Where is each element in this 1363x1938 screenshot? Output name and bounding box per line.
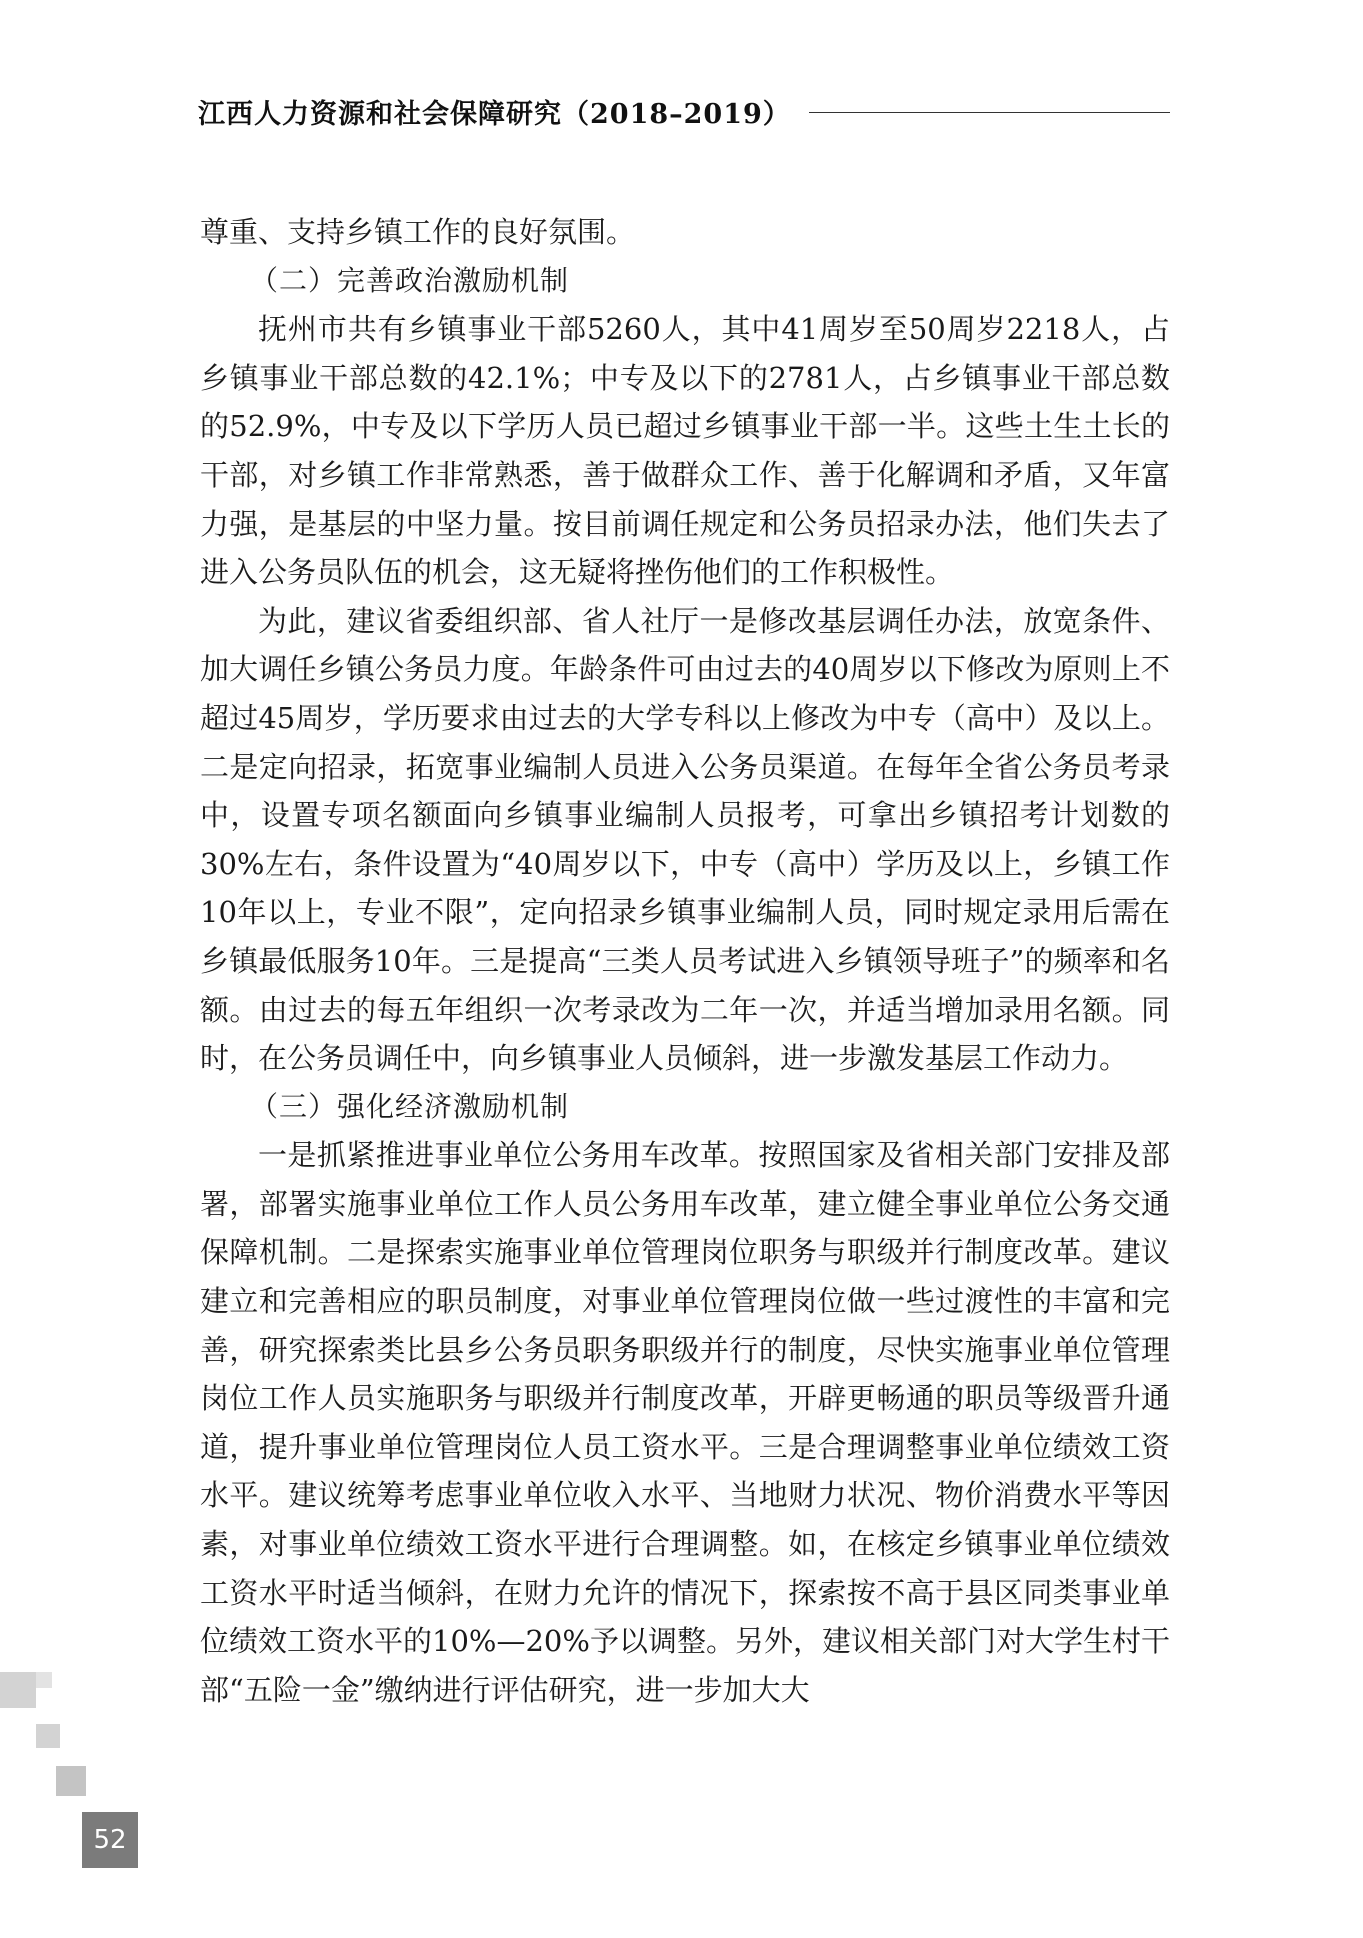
book-title: 江西人力资源和社会保障研究（2018–2019）	[198, 98, 791, 130]
section-heading-2: （二）完善政治激励机制	[250, 263, 570, 297]
running-header	[198, 88, 1170, 134]
paragraph-continuation: 尊重、支持乡镇工作的良好氛围。	[200, 215, 636, 249]
body-text	[200, 208, 1170, 1714]
decor-square	[56, 1766, 86, 1796]
paragraph: 抚州市共有乡镇事业干部5260人，其中41周岁至50周岁2218人，占乡镇事业干部总数的42.1%；中专及以下的2781人，占乡镇事业干部总数的52.9%，中专及以下学历人员已超过乡镇事业干部一半。这些土生土长的干部，对乡镇工作非常熟悉，善于做群众工作、善于化解调和矛盾，又年富力强，是基层的中坚力量。按目前调任规定和公务员招录办法，他们失去了进入公务员队伍的机会，这无疑将挫伤他们的工作积极性。	[200, 312, 1170, 590]
paragraph: 为此，建议省委组织部、省人社厅一是修改基层调任办法，放宽条件、加大调任乡镇公务员力度。年龄条件可由过去的40周岁以下修改为原则上不超过45周岁，学历要求由过去的大学专科以上修改为中专（高中）及以上。二是定向招录，拓宽事业编制人员进入公务员渠道。在每年全省公务员考录中，设置专项名额面向乡镇事业编制人员报考，可拿出乡镇招考计划数的30%左右，条件设置为“40周岁以下，中专（高中）学历及以上，乡镇工作10年以上，专业不限”，定向招录乡镇事业编制人员，同时规定录用后需在乡镇最低服务10年。三是提高“三类人员考试进入乡镇领导班子”的频率和名额。由过去的每五年组织一次考录改为二年一次，并适当增加录用名额。同时，在公务员调任中，向乡镇事业人员倾斜，进一步激发基层工作动力。	[200, 603, 1170, 1076]
page-number: 52	[82, 1812, 138, 1868]
decor-square	[36, 1672, 52, 1688]
decor-square	[36, 1724, 60, 1748]
paragraph: 一是抓紧推进事业单位公务用车改革。按照国家及省相关部门安排及部署，部署实施事业单位工作人员公务用车改革，建立健全事业单位公务交通保障机制。二是探索实施事业单位管理岗位职务与职级并行制度改革。建议建立和完善相应的职员制度，对事业单位管理岗位做一些过渡性的丰富和完善，研究探索类比县乡公务员职务职级并行的制度，尽快实施事业单位管理岗位工作人员实施职务与职级并行制度改革，开辟更畅通的职员等级晋升通道，提升事业单位管理岗位人员工资水平。三是合理调整事业单位绩效工资水平。建议统筹考虑事业单位收入水平、当地财力状况、物价消费水平等因素，对事业单位绩效工资水平进行合理调整。如，在核定乡镇事业单位绩效工资水平时适当倾斜，在财力允许的情况下，探索按不高于县区同类事业单位绩效工资水平的10%—20%予以调整。另外，建议相关部门对大学生村干部“五险一金”缴纳进行评估研究，进一步加大大	[200, 1138, 1170, 1707]
decor-square	[0, 1672, 36, 1708]
header-rule	[809, 112, 1170, 113]
section-heading-3: （三）强化经济激励机制	[250, 1089, 570, 1123]
